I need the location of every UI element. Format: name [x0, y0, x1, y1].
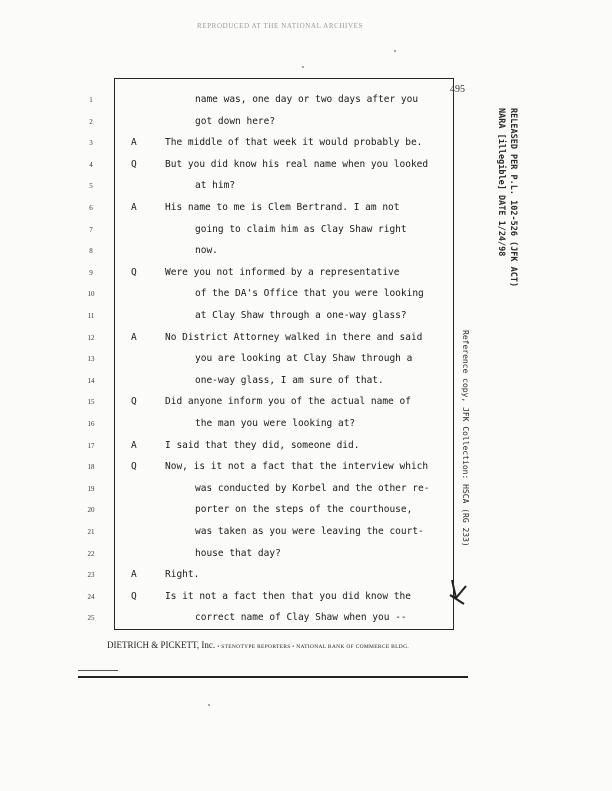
line-number: 22: [87, 549, 95, 558]
line-number: 24: [87, 592, 95, 601]
line-number: 5: [89, 182, 93, 191]
line-number: 9: [89, 268, 93, 277]
transcript-line: [0, 569, 460, 589]
testimony-text: name was, one day or two days after you: [195, 94, 419, 105]
transcript-line: [0, 461, 460, 481]
testimony-text: at him?: [195, 180, 236, 192]
line-number: 18: [87, 463, 95, 472]
line-number: 21: [87, 528, 95, 536]
line-number: 23: [87, 571, 95, 580]
transcript-line: [0, 396, 460, 416]
line-number: 12: [87, 333, 95, 342]
testimony-text: was conducted by Korbel and the other re-: [195, 482, 430, 494]
transcript-line: [0, 202, 460, 222]
line-number: 11: [87, 312, 95, 320]
scan-speck: [394, 50, 396, 52]
reporting-firm-details: • STENOTYPE REPORTERS • NATIONAL BANK OF COMMERCE BLDG.: [217, 644, 410, 650]
line-number: 1: [89, 96, 93, 104]
testimony-text: The middle of that week it would probably be.: [165, 137, 423, 149]
line-number: 25: [87, 614, 95, 623]
line-number: 7: [89, 225, 93, 234]
speaker-label: Q: [131, 266, 137, 278]
transcript-line: [0, 94, 460, 114]
transcript-line: [0, 332, 460, 352]
testimony-text: Were you not informed by a representative: [165, 266, 400, 278]
speaker-label: A: [131, 202, 137, 213]
testimony-text: I said that they did, someone did.: [165, 439, 360, 451]
testimony-text: Right.: [165, 569, 200, 581]
release-stamp-line1: RELEASED PER P.L. 102-526 (JFK ACT): [508, 108, 518, 288]
transcript-line: [0, 440, 460, 460]
line-number: 10: [87, 290, 95, 299]
testimony-text: His name to me is Clem Bertrand. I am not: [165, 202, 400, 213]
line-number: 13: [87, 355, 95, 364]
line-number: 20: [87, 506, 95, 515]
testimony-text: correct name of Clay Shaw when you --: [195, 612, 407, 624]
testimony-text: now.: [195, 245, 218, 257]
release-stamp-line2: NARA [illegible] DATE 1/24/98: [496, 108, 506, 257]
line-number: 17: [87, 441, 95, 450]
transcript-line: [0, 116, 460, 136]
handwritten-mark-icon: [446, 578, 470, 606]
transcript-line: [0, 548, 460, 568]
transcript-line: [0, 483, 460, 503]
transcript-line: [0, 288, 460, 308]
testimony-text: Now, is it not a fact that the interview which: [165, 461, 429, 473]
transcript-line: [0, 353, 460, 373]
speaker-label: Q: [131, 590, 137, 602]
testimony-text: was taken as you were leaving the court-: [195, 526, 424, 537]
testimony-text: going to claim him as Clay Shaw right: [195, 223, 407, 235]
reporting-firm: DIETRICH & PICKETT, Inc.: [107, 640, 216, 650]
transcript-line: [0, 418, 460, 438]
speaker-label: A: [131, 569, 137, 581]
transcript-line: [0, 612, 460, 632]
transcript-line: [0, 137, 460, 157]
footer-rule: [78, 676, 468, 678]
testimony-text: porter on the steps of the courthouse,: [195, 504, 413, 516]
speaker-label: A: [131, 331, 137, 343]
testimony-text: got down here?: [195, 115, 276, 127]
line-number: 4: [89, 160, 93, 169]
line-number: 8: [89, 247, 93, 256]
testimony-text: one-way glass, I am sure of that.: [195, 374, 384, 386]
page-number: 495: [450, 84, 465, 95]
testimony-text: Did anyone inform you of the actual name of: [165, 396, 411, 408]
testimony-text: the man you were looking at?: [195, 418, 356, 429]
transcript-line: [0, 375, 460, 395]
transcript-line: [0, 224, 460, 244]
transcript-line: [0, 245, 460, 265]
archives-header: REPRODUCED AT THE NATIONAL ARCHIVES: [197, 22, 363, 30]
transcript-line: [0, 310, 460, 330]
testimony-text: at Clay Shaw through a one-way glass?: [195, 310, 407, 321]
transcript-line: [0, 504, 460, 524]
line-number: 19: [87, 484, 95, 493]
line-number: 15: [87, 398, 95, 407]
speaker-label: Q: [131, 396, 137, 408]
testimony-text: No District Attorney walked in there and said: [165, 331, 423, 343]
speaker-label: A: [131, 137, 137, 149]
line-number: 2: [89, 117, 93, 126]
transcript-line: [0, 159, 460, 179]
speaker-label: Q: [131, 158, 137, 170]
transcript-line: [0, 180, 460, 200]
line-number: 16: [87, 420, 95, 428]
transcript-line: [0, 591, 460, 611]
transcript-line: [0, 526, 460, 546]
testimony-text: But you did know his real name when you looked: [165, 158, 429, 170]
testimony-text: of the DA's Office that you were looking: [195, 288, 424, 300]
speaker-label: A: [131, 439, 137, 451]
transcript-line: [0, 267, 460, 287]
scan-speck: [208, 704, 210, 706]
line-number: 3: [89, 139, 93, 148]
line-number: 6: [89, 204, 93, 212]
testimony-text: you are looking at Clay Shaw through a: [195, 353, 413, 365]
reporter-footer: [107, 640, 409, 650]
testimony-text: Is it not a fact then that you did know the: [165, 590, 411, 602]
scan-speck: [302, 66, 304, 68]
reference-copy-note: Reference copy, JFK Collection: HSCA (RG 233): [461, 330, 470, 547]
line-number: 14: [87, 376, 95, 385]
testimony-text: house that day?: [195, 547, 281, 559]
speaker-label: Q: [131, 461, 137, 473]
footer-rule-short: [78, 670, 118, 671]
